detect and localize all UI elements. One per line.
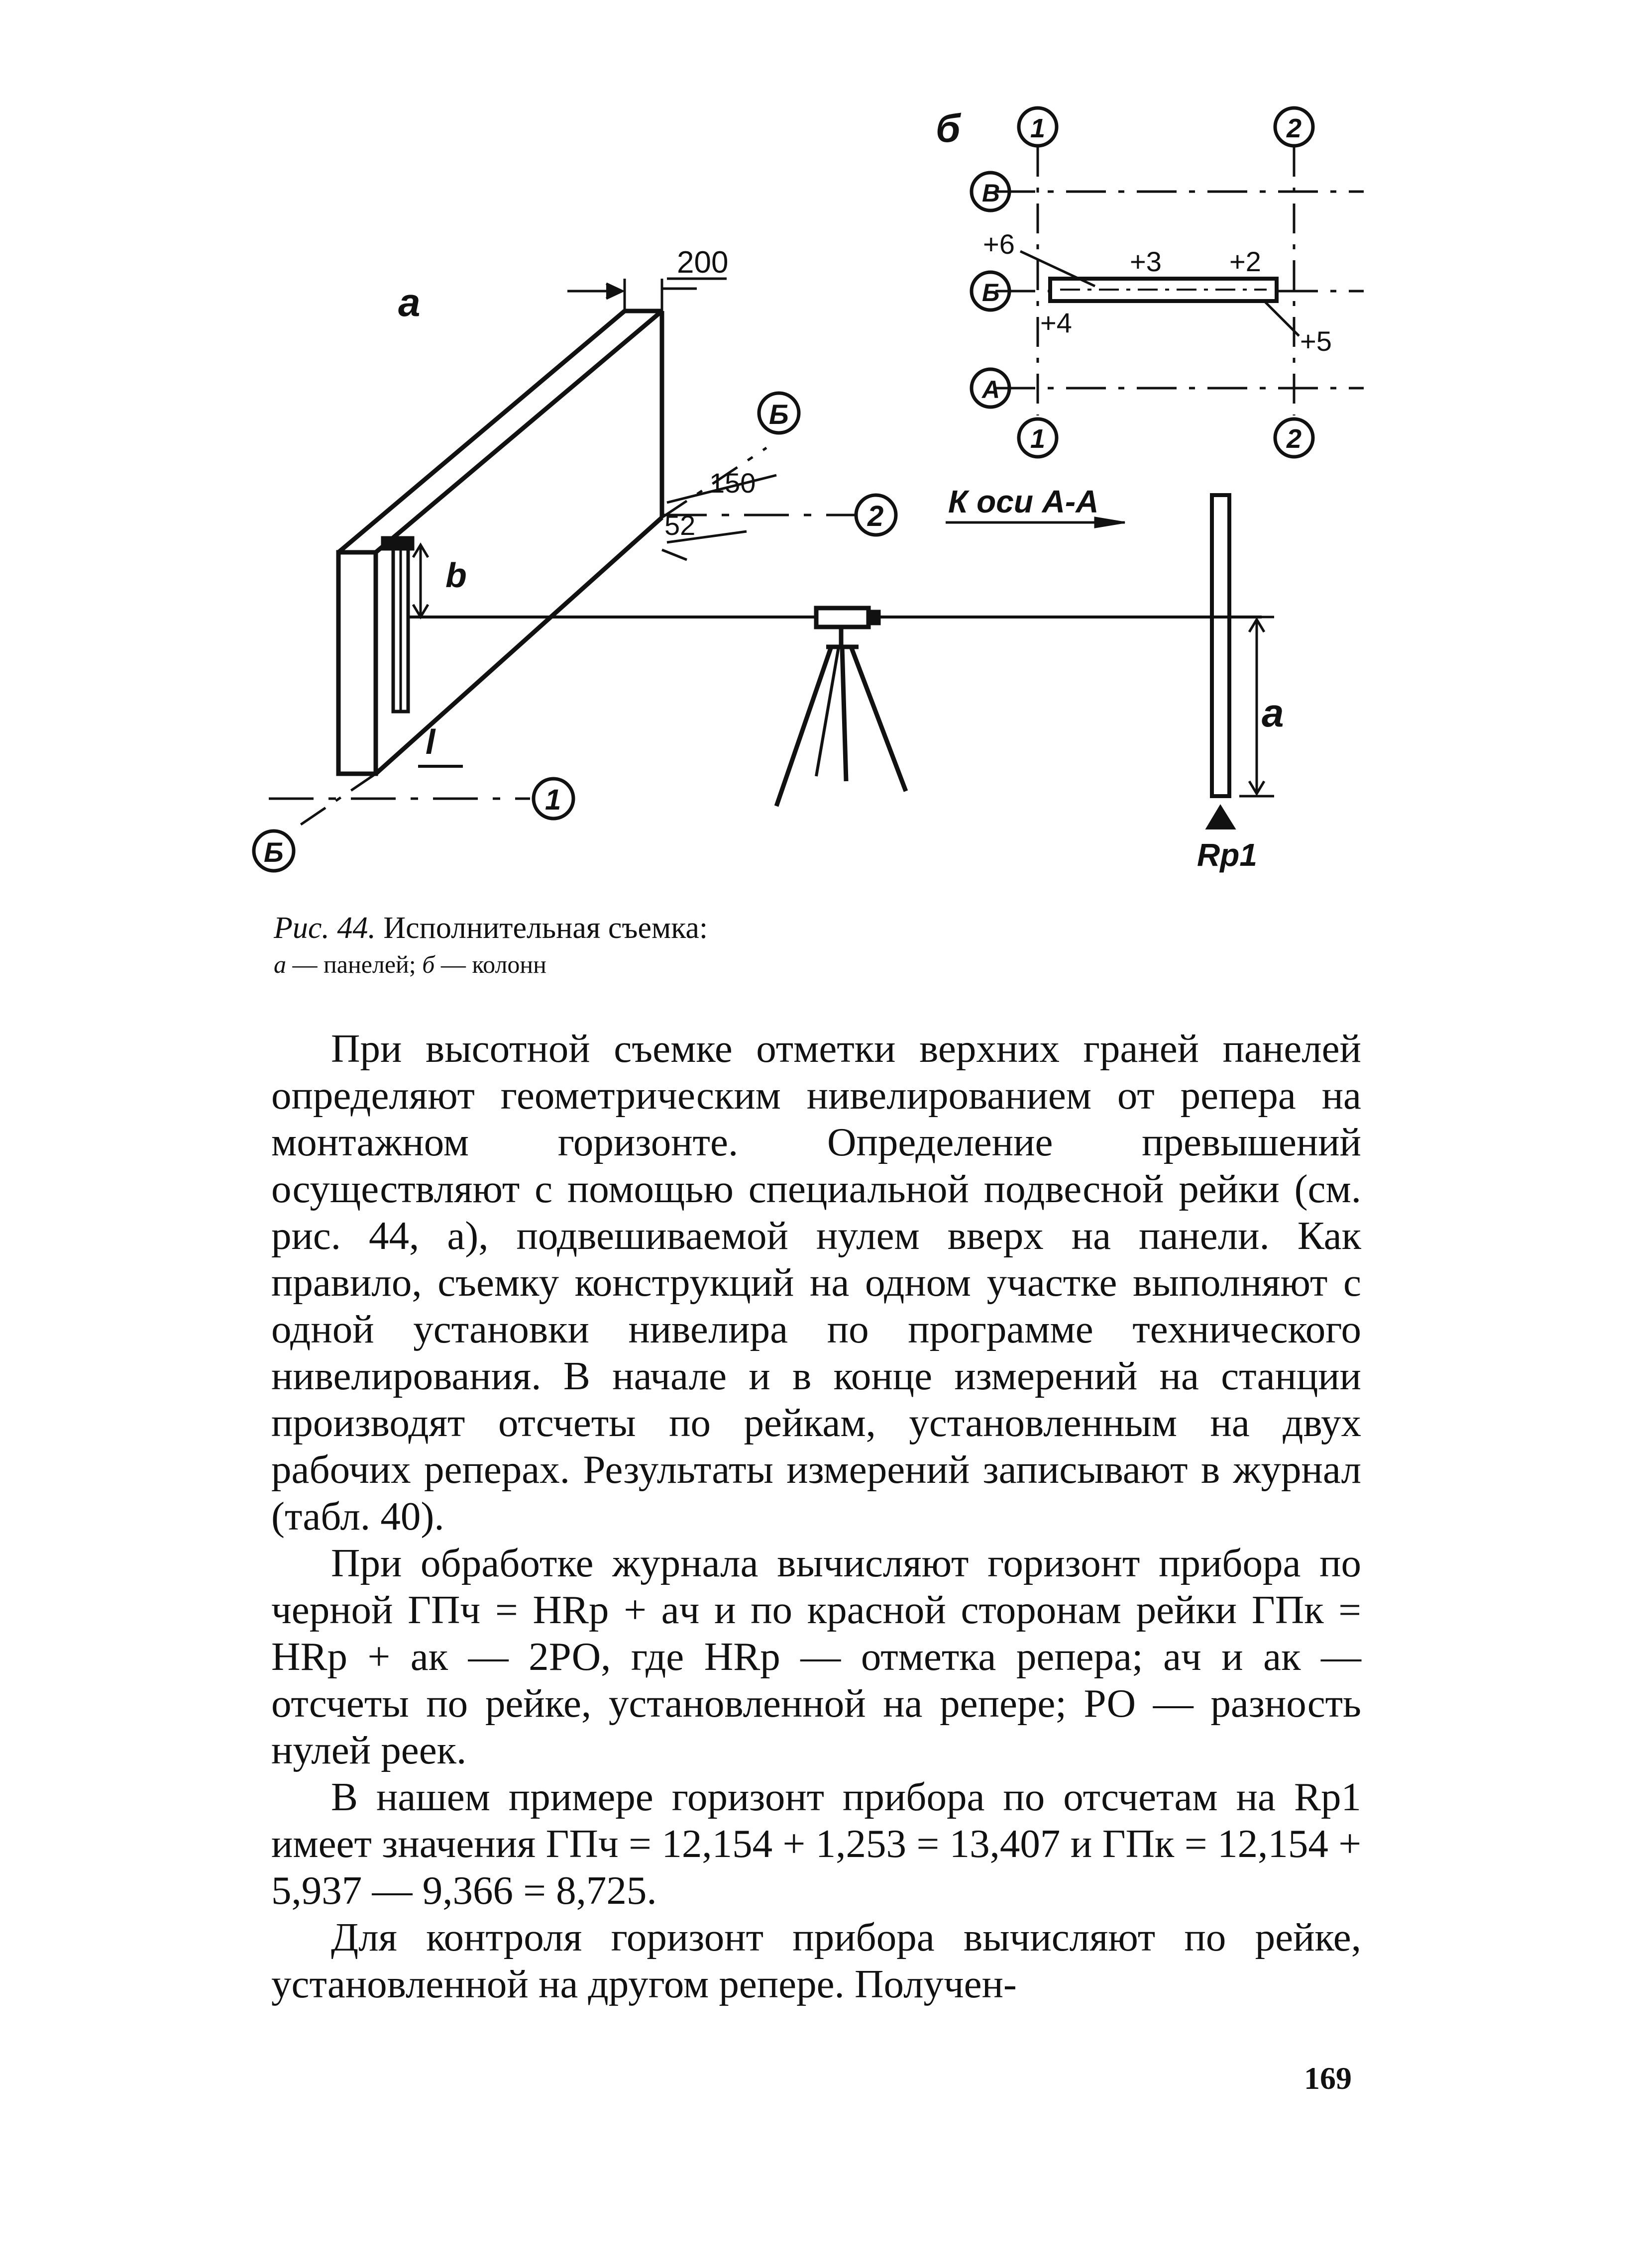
level-instrument: [776, 608, 906, 806]
dim-52: 52: [664, 510, 696, 541]
paragraph-3: В нашем примере горизонт прибора по отсчетам на Rp1 имеет значения ГПч = 12,154 + 1,253 = 13,407 и ГПк = 12,154 + 5,937 — 9,366 = 8,725.: [271, 1774, 1361, 1913]
plan-tag-a: А: [982, 376, 1000, 404]
leveling-staff: [1207, 495, 1274, 828]
caption-subtitle: [274, 948, 1369, 981]
benchmark-label: Rp1: [1197, 837, 1257, 873]
axis-tag-2: 2: [868, 500, 884, 532]
dim-200: 200: [677, 245, 729, 280]
caption-text: Исполнительная съемка:: [383, 911, 708, 945]
axis-tag-b-lower: Б: [264, 836, 284, 868]
plan-tag-bot-1: 1: [1030, 424, 1046, 454]
plan-value-4: +4: [1040, 307, 1072, 338]
mark-b: b: [445, 556, 467, 595]
plan-tag-top-2: 2: [1287, 113, 1302, 143]
caption-sub-a-text: — панелей;: [292, 950, 416, 978]
plan-value-5: +5: [1300, 325, 1332, 357]
plan-tag-b: Б: [982, 279, 1000, 307]
mark-a: a: [1262, 691, 1284, 735]
paragraph-1: При высотной съемке отметки верхних граней панелей определяют геометрическим нивелированием от репера на монтажном горизонте. Определение превышений осуществляют с помощью специальной подвесной рейки (см. рис. 44, а), подвешиваемой нулем вверх на панели. Как правило, съемку конструкций на одном участке выполняют с одной установки нивелира по программе технического нивелирования. В начале и в конце измерений на станции производят отсчеты по рейкам, установленным на двух рабочих реперах. Результаты измерений записывают в журнал (табл. 40).: [271, 1026, 1361, 1539]
caption-number: Рис. 44.: [274, 911, 376, 945]
caption-sub-b-text: — колонн: [440, 950, 546, 978]
paragraph-4: Для контроля горизонт прибора вычисляют по рейке, установленной на другом репере. Получен-: [271, 1915, 1361, 2006]
axis-tag-1: 1: [545, 784, 561, 816]
plan-tag-top-1: 1: [1030, 113, 1046, 143]
caption-title: [274, 908, 1369, 948]
plan-tag-bot-2: 2: [1287, 424, 1302, 454]
dim-150: 150: [709, 467, 756, 499]
paragraph-2: При обработке журнала вычисляют горизонт прибора по черной ГПч = HRp + aч и по красной сторонам рейки ГПк = HRp + aк — 2РО, где HRp — отметка репера; aч и aк — отсчеты по рейке, установленной на репере; РО — разность нулей реек.: [271, 1541, 1361, 1772]
axis-tag-b-upper: Б: [769, 399, 789, 430]
panel-drawing: [338, 311, 662, 774]
caption-sub-b: б: [422, 950, 435, 978]
body-text: [271, 1025, 1361, 2007]
plan-value-6: +6: [983, 228, 1015, 260]
page-number: 169: [1304, 2061, 1352, 2096]
figure-caption: [274, 908, 1369, 981]
part-a-label: а: [398, 280, 421, 324]
mark-l: l: [426, 722, 435, 761]
plan-value-2: +2: [1229, 246, 1261, 277]
part-b-label: б: [936, 106, 961, 150]
figure-44: [0, 0, 1627, 995]
plan-tag-v: В: [982, 179, 1000, 207]
plan-value-3: +3: [1130, 246, 1162, 277]
caption-sub-a: а: [274, 950, 286, 978]
column-plan: [972, 108, 1364, 457]
arrow-label: К оси А-А: [948, 484, 1099, 519]
